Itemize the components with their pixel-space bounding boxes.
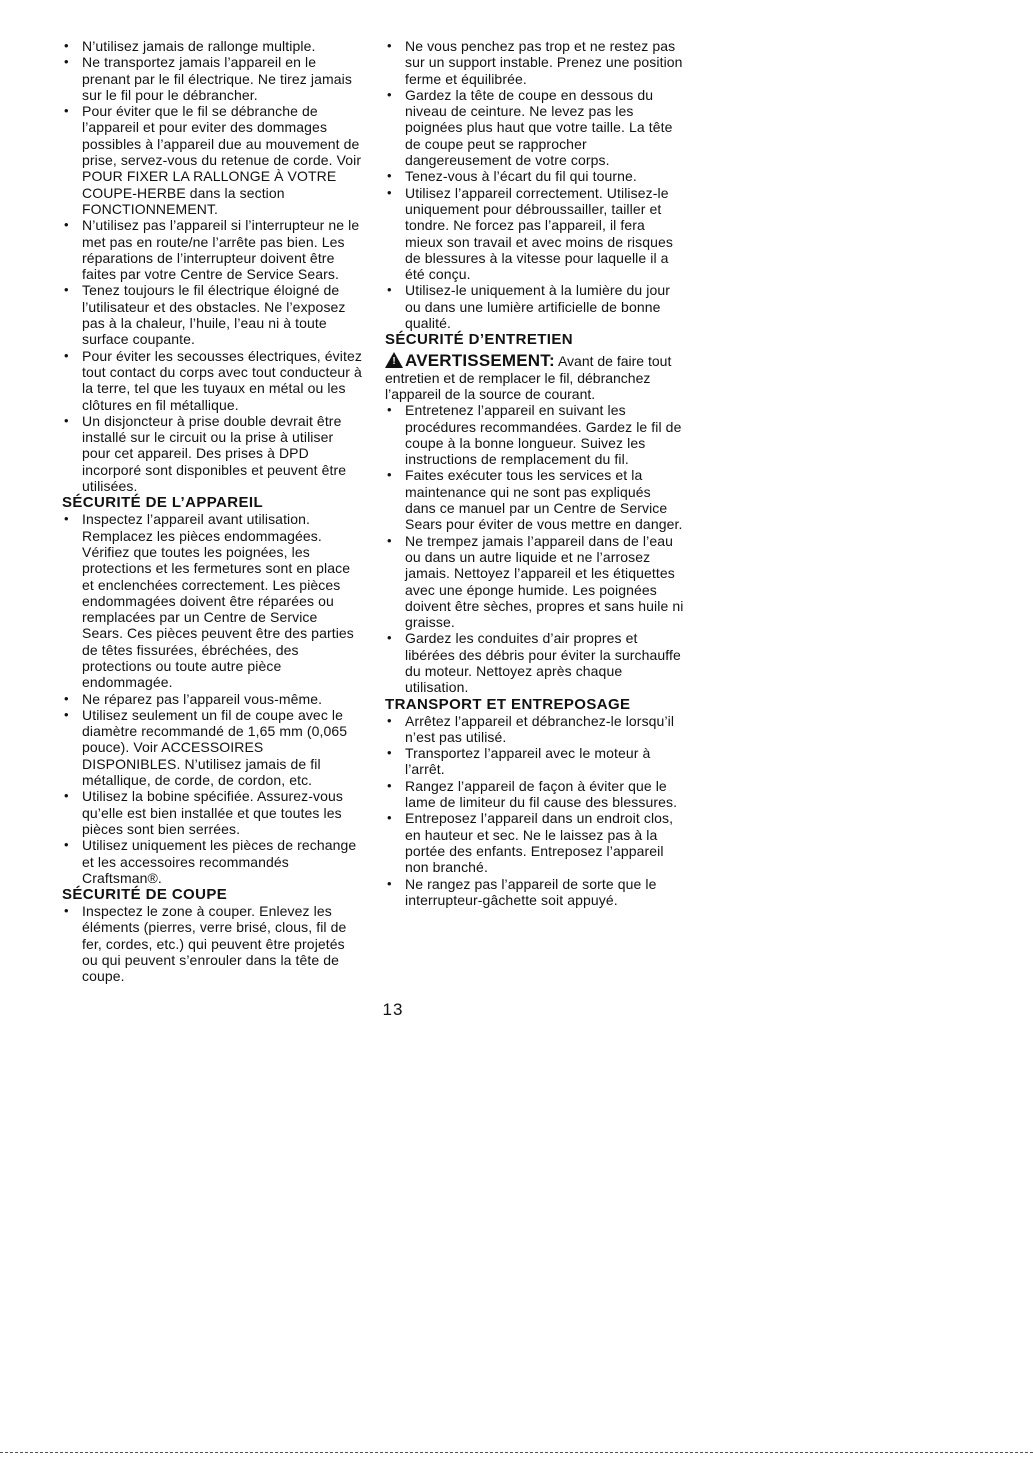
maintenance-safety-list (385, 402, 685, 695)
section-heading-appareil: SÉCURITÉ DE L’APPAREIL (62, 494, 264, 512)
list-item: • Ne transportez jamais l’appareil en le prenant par le fil électrique. Ne tirez jamais sur le fil pour le débrancher. (62, 54, 362, 103)
list-item: • Pour éviter que le fil se débranche de l’appareil et pour eviter des dommages possibles à l’appareil due au mouvement de prise, servez-vous du retenue de corde. Voir POUR FIXER LA RALLONGE À VOTRE COUPE-HERBE dans la section FONCTIONNEMENT. (62, 103, 362, 217)
list-item: • N’utilisez jamais de rallonge multiple. (62, 38, 362, 54)
list-item: • Entreposez l’appareil dans un endroit clos, en hauteur et sec. Ne le laissez pas à la portée des enfants. Entreposez l’appareil non branché. (385, 810, 685, 875)
list-item: • Arrêtez l’appareil et débranchez-le lorsqu’il n’est pas utilisé. (385, 713, 685, 746)
list-item: • Inspectez l’appareil avant utilisation. Remplacez les pièces endommagées. Vérifiez que toutes les poignées, les protections et les fermetures sont en place et enclenchées correctement. Les pièces endommagées doivent être réparées ou remplacées par un Centre de Service Sears. Ces pièces peuvent être des parties de têtes fissurées, ébréchées, des protections ou toute autre pièce endommagée. (62, 511, 362, 690)
section-heading-coupe: SÉCURITÉ DE COUPE (62, 886, 228, 904)
list-item: • Utilisez la bobine spécifiée. Assurez-vous qu’elle est bien installée et que toutes les pièces sont bien serrées. (62, 788, 362, 837)
list-item: • Inspectez le zone à couper. Enlevez les éléments (pierres, verre brisé, clous, fil de fer, cordes, etc.) qui peuvent être projetés ou qui peuvent s’enrouler dans la tête de coupe. (62, 903, 362, 984)
electrical-safety-list (62, 38, 362, 494)
page-number: 13 (382, 1000, 404, 1019)
list-item: • Rangez l’appareil de façon à éviter que le lame de limiteur du fil cause des blessures. (385, 778, 685, 811)
section-heading-transport: TRANSPORT ET ENTREPOSAGE (385, 695, 631, 713)
list-item: • Utilisez l’appareil correctement. Utilisez-le uniquement pour débroussailler, tailler et tondre. Ne forcez pas l’appareil, il fera mieux son travail et avec moins de risques de blessures à la vitesse pour laquelle il a été conçu. (385, 185, 685, 283)
warning-text: Avant de faire tout entretien et de remplacer le fil, débranchez l’appareil de la source de courant. (385, 353, 672, 402)
warning-paragraph (385, 352, 685, 402)
appliance-safety-list (62, 511, 362, 886)
list-item: • Entretenez l’appareil en suivant les procédures recommandées. Gardez le fil de coupe à la bonne longueur. Suivez les instructions de remplacement du fil. (385, 402, 685, 467)
list-item: • Un disjoncteur à prise double devrait être installé sur le circuit ou la prise à utiliser pour cet appareil. Des prises à DPD incorporé sont disponibles et peuvent être utilisées. (62, 413, 362, 494)
bottom-dashed-rule (0, 1452, 1033, 1453)
list-item: • Faites exécuter tous les services et la maintenance qui ne sont pas expliqués dans ce manuel par un Centre de Service Sears pour éviter de vous mettre en danger. (385, 467, 685, 532)
right-column (385, 38, 685, 908)
list-item: • Utilisez-le uniquement à la lumière du jour ou dans une lumière artificielle de bonne qualité. (385, 282, 685, 331)
cutting-safety-list-continued (385, 38, 685, 331)
list-item: • Pour éviter les secousses électriques, évitez tout contact du corps avec tout conducteur à la terre, tel que les tuyaux en métal ou les clôtures en fil métallique. (62, 348, 362, 413)
left-column (62, 38, 362, 985)
list-item: • N’utilisez pas l’appareil si l’interrupteur ne le met pas en route/ne l’arrête pas bien. Les réparations de l’interrupteur doivent être faites par votre Centre de Service Sears. (62, 217, 362, 282)
list-item: • Utilisez uniquement les pièces de rechange et les accessoires recommandés Craftsman®. (62, 837, 362, 886)
list-item: • Ne vous penchez pas trop et ne restez pas sur un support instable. Prenez une position ferme et équilibrée. (385, 38, 685, 87)
list-item: • Transportez l’appareil avec le moteur à l’arrêt. (385, 745, 685, 778)
cutting-safety-list (62, 903, 362, 984)
list-item: • Tenez-vous à l’écart du fil qui tourne. (385, 168, 685, 184)
list-item: • Ne rangez pas l’appareil de sorte que le interrupteur-gâchette soit appuyé. (385, 876, 685, 909)
list-item: • Gardez la tête de coupe en dessous du niveau de ceinture. Ne levez pas les poignées plus haut que votre taille. La tête de coupe peut se rapprocher dangereusement de votre corps. (385, 87, 685, 168)
list-item: • Gardez les conduites d’air propres et libérées des débris pour éviter la surchauffe du moteur. Nettoyez après chaque utilisation. (385, 630, 685, 695)
list-item: • Utilisez seulement un fil de coupe avec le diamètre recommandé de 1,65 mm (0,065 pouce). Voir ACCESSOIRES DISPONIBLES. N’utilisez jamais de fil métallique, de corde, de cordon, etc. (62, 707, 362, 788)
section-heading-entretien: SÉCURITÉ D’ENTRETIEN (385, 331, 574, 349)
list-item: • Ne trempez jamais l’appareil dans de l’eau ou dans un autre liquide et ne l’arrosez jamais. Nettoyez l’appareil et les étiquettes avec une éponge humide. Les poignées doivent être sèches, propres et sans huile ni graisse. (385, 533, 685, 631)
list-item: • Ne réparez pas l’appareil vous-même. (62, 691, 362, 707)
warning-triangle-icon: ! (385, 352, 403, 368)
transport-storage-list (385, 713, 685, 909)
warning-label: AVERTISSEMENT: (405, 351, 555, 371)
list-item: • Tenez toujours le fil électrique éloigné de l’utilisateur et des obstacles. Ne l’exposez pas à la chaleur, l’huile, l’eau ni à toute surface coupante. (62, 282, 362, 347)
